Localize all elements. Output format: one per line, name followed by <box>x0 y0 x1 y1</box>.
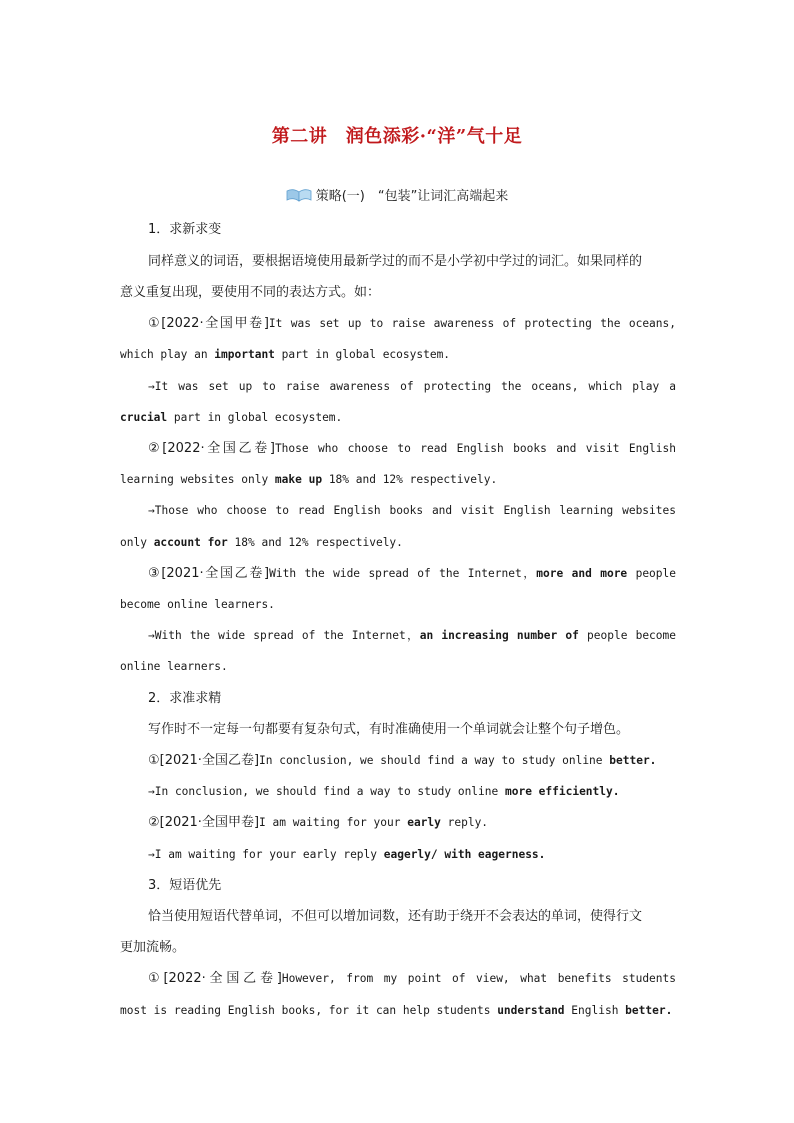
sentence-text: →With the wide spread of the Internet， <box>148 629 420 642</box>
sentence-text: part in global ecosystem. <box>274 348 451 361</box>
page-title: 第二讲 润色添彩·“洋”气十足 <box>271 126 523 147</box>
s1-example-2-line-1 <box>148 441 676 457</box>
open-book-icon <box>286 188 312 206</box>
sentence-text: English <box>564 1004 626 1017</box>
s3-example-1-line-1 <box>148 971 676 987</box>
highlight-word: early <box>407 816 441 829</box>
s3-example-1-line-2 <box>120 1003 676 1019</box>
sentence-text: 18% and 12% respectively. <box>227 536 403 549</box>
s2-example-1-rewrite <box>148 784 676 800</box>
s1-example-2-rewrite-line-2 <box>120 535 676 551</box>
highlight-word: more efficiently. <box>504 785 620 798</box>
section-3-intro-line-2: 更加流畅。 <box>120 940 186 955</box>
section-3-heading: 3．短语优先 <box>148 878 222 893</box>
section-1-heading: 1．求新求变 <box>148 222 222 237</box>
highlight-word: better. <box>609 754 657 767</box>
sentence-text: reply. <box>440 816 489 829</box>
sentence-text: learning websites only <box>120 473 275 486</box>
sentence-text: →In conclusion, we should find a way to study online <box>148 785 505 798</box>
sentence-text: It was set up to raise awareness of protecting the oceans, <box>268 317 677 330</box>
highlight-word: crucial <box>120 411 168 424</box>
section-1-intro-line-2: 意义重复出现，要使用不同的表达方式。如： <box>120 285 381 300</box>
highlight-word: an increasing number of <box>419 629 579 642</box>
s1-example-3-rewrite-line-2: online learners. <box>120 660 228 673</box>
section-2-intro: 写作时不一定每一句都要有复杂句式，有时准确使用一个单词就会让整个句子增色。 <box>148 722 630 737</box>
sentence-text: only <box>120 536 154 549</box>
section-1-intro-line-1: 同样意义的词语，要根据语境使用最新学过的而不是小学初中学过的词汇。如果同样的 <box>148 254 643 269</box>
source-tag: ②[2022·全国乙卷] <box>148 441 275 456</box>
s1-example-1-rewrite-line-2 <box>120 410 676 426</box>
s2-example-1-line <box>148 753 676 769</box>
strategy-heading <box>0 185 794 206</box>
highlight-word: account for <box>153 536 228 549</box>
s1-example-2-line-2 <box>120 472 676 488</box>
sentence-text: which play an <box>120 348 215 361</box>
highlight-word: eagerly/ with eagerness. <box>383 848 546 861</box>
highlight-word: make up <box>274 473 323 486</box>
source-tag: ①[2021·全国乙卷] <box>148 753 260 768</box>
sentence-text: Those who choose to read English books and visit English <box>274 442 677 455</box>
sentence-text: With the wide spread of the Internet， <box>269 567 537 580</box>
sentence-text: people become <box>578 629 676 642</box>
highlight-word: understand <box>497 1004 565 1017</box>
source-tag: ①[2022·全国乙卷] <box>148 971 282 986</box>
sentence-text: →I am waiting for your early reply <box>148 848 384 861</box>
source-tag: ①[2022·全国甲卷] <box>148 316 269 331</box>
s1-example-3-line-2: become online learners. <box>120 598 275 611</box>
section-2-heading: 2．求准求精 <box>148 691 222 706</box>
s1-example-2-rewrite-line-1: →Those who choose to read English books and visit English learning websites <box>148 504 676 517</box>
sentence-text: most is reading English books, for it can help students <box>120 1004 498 1017</box>
highlight-word: better. <box>625 1004 673 1017</box>
source-tag: ②[2021·全国甲卷] <box>148 815 260 830</box>
sentence-text: people <box>627 567 677 580</box>
s1-example-1-line-2 <box>120 347 676 363</box>
sentence-text: However, from my point of view, what benefits students <box>281 972 676 985</box>
s1-example-1-line-1 <box>148 316 676 332</box>
s2-example-2-line <box>148 815 676 831</box>
source-tag: ③[2021·全国乙卷] <box>148 566 270 581</box>
highlight-word: more and more <box>536 567 628 580</box>
s2-example-2-rewrite <box>148 847 676 863</box>
strategy-label: 策略(一) “包装”让词汇高端起来 <box>315 189 509 204</box>
s1-example-3-rewrite-line-1 <box>148 628 676 644</box>
sentence-text: 18% and 12% respectively. <box>322 473 498 486</box>
section-3-intro-line-1: 恰当使用短语代替单词，不但可以增加词数，还有助于绕开不会表达的单词，使得行文 <box>148 909 643 924</box>
sentence-text: part in global ecosystem. <box>167 411 343 424</box>
sentence-text: I am waiting for your <box>259 816 408 829</box>
sentence-text: In conclusion, we should find a way to study online <box>259 754 610 767</box>
highlight-word: important <box>214 348 275 361</box>
s1-example-1-rewrite-line-1: →It was set up to raise awareness of protecting the oceans, which play a <box>148 380 676 393</box>
s1-example-3-line-1 <box>148 566 676 582</box>
